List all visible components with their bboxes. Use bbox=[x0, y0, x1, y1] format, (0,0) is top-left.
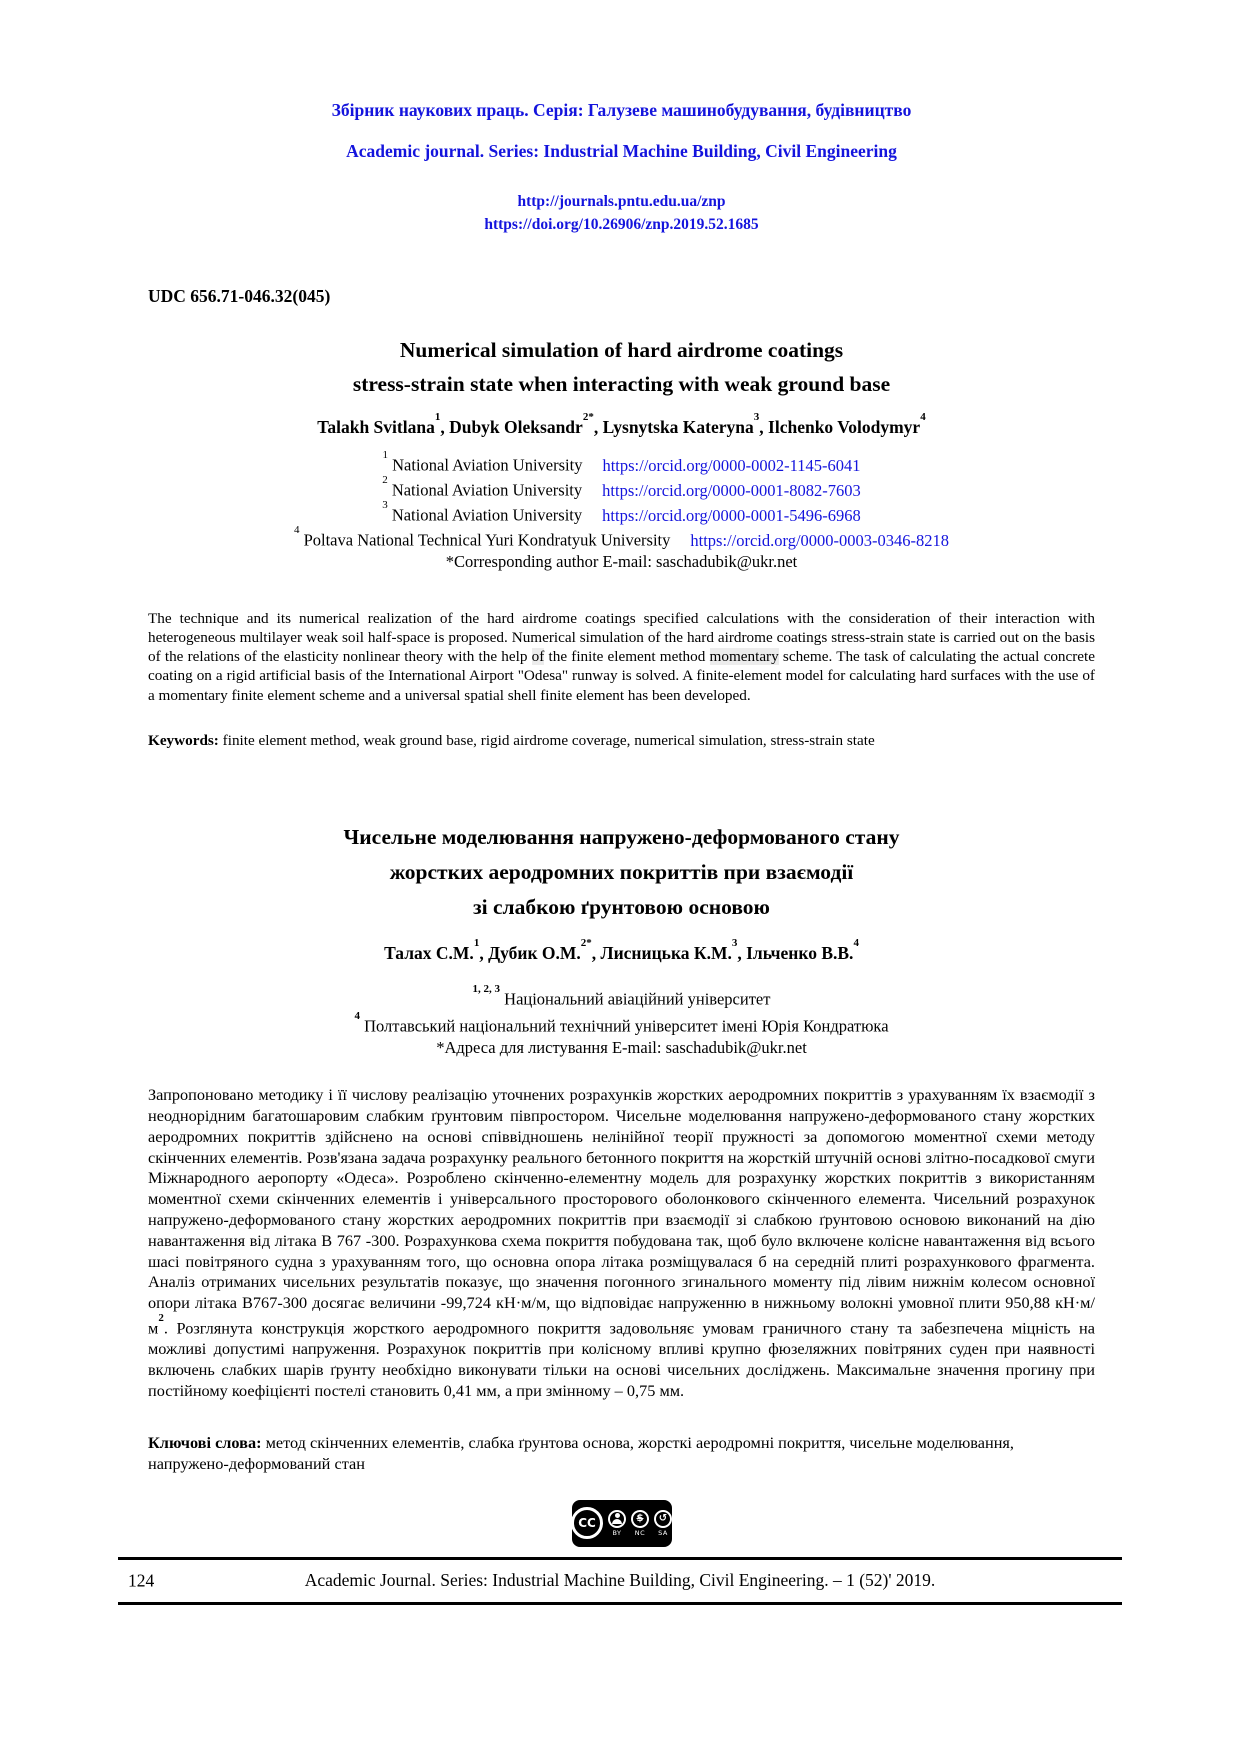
by-label: BY bbox=[612, 1528, 622, 1537]
cc-nc-column bbox=[631, 1510, 649, 1537]
page-number: 124 bbox=[128, 1570, 155, 1591]
abstract-english: The technique and its numerical realization of the hard airdrome coatings specified calculations with the consideration of their interaction with heterogeneous multilayer weak soil half-space is proposed. Numerical simulation of the hard airdrome coatings stress-strain state is carried out on the basis of the relations of the elasticity nonlinear theory with the help of the finite element method momentary scheme. The task of calculating the actual concrete coating on a rigid artificial basis of the International Airport "Odesa" runway is solved. A finite-element model for calculating hard surfaces with the use of a momentary finite element scheme and a universal spatial shell finite element has been developed. bbox=[148, 609, 1096, 704]
keywords-english: Keywords: finite element method, weak ground base, rigid airdrome coverage, numerical simulation, stress-strain state bbox=[148, 731, 875, 749]
keywords-label: Keywords: bbox=[148, 731, 219, 749]
journal-title-english: Academic journal. Series: Industrial Machine Building, Civil Engineering bbox=[346, 141, 897, 161]
article-title-english: Numerical simulation of hard airdrome coatings stress-strain state when interacting with weak ground base bbox=[352, 338, 891, 396]
highlighted-word: momentary bbox=[709, 648, 779, 666]
page-content bbox=[148, 0, 1095, 1547]
authors-english bbox=[148, 411, 1095, 438]
author: Дубик О.М.$^{2*}$, bbox=[488, 937, 601, 964]
cc-icon: CC bbox=[571, 1507, 603, 1539]
journal-title-ukrainian: Збірник наукових праць. Серія: Галузеве машинобудування, будівництво bbox=[331, 100, 912, 120]
footer-row bbox=[118, 1560, 1122, 1602]
cc-by-column bbox=[608, 1510, 626, 1537]
author: Talakh Svitlana$^1$, bbox=[317, 411, 450, 437]
author: Ільченко В.В.$^4$ bbox=[746, 937, 859, 964]
author: Dubyk Oleksandr$^{2*}$, bbox=[449, 411, 603, 437]
authors-ukrainian bbox=[148, 937, 1095, 964]
by-person-icon bbox=[608, 1510, 626, 1528]
affiliations-ukrainian bbox=[148, 984, 1095, 1059]
affiliation-row: $^4$ Poltava National Technical Yuri Kondratyuk University https://orcid.org/0000-0003-0346-8218 bbox=[293, 524, 950, 550]
sa-label: SA bbox=[658, 1528, 668, 1537]
orcid-link[interactable]: https://orcid.org/0000-0002-1145-6041 bbox=[602, 455, 861, 475]
affiliation-row: $^4$ Полтавський національний технічний університет імені Юрія Кондратюка bbox=[354, 1009, 889, 1036]
cc-by-nc-sa-badge[interactable] bbox=[572, 1500, 672, 1547]
orcid-link[interactable]: https://orcid.org/0000-0001-8082-7603 bbox=[602, 480, 861, 500]
corresponding-author-ukrainian: *Адреса для листування E-mail: saschadubik@ukr.net bbox=[436, 1038, 807, 1058]
affiliation-row: $^{1, 2, 3}$ Національний авіаційний університет bbox=[472, 983, 771, 1009]
license-badge-wrap bbox=[148, 1500, 1095, 1547]
author: Lysnytska Kateryna$^3$, bbox=[602, 411, 769, 437]
footer-bottom-rule bbox=[118, 1602, 1122, 1605]
sa-arrow-icon: ↺ bbox=[654, 1510, 672, 1528]
orcid-link[interactable]: https://orcid.org/0000-0003-0346-8218 bbox=[690, 530, 950, 550]
author: Талах С.М.$^1$, bbox=[384, 937, 489, 964]
udc-code: UDC 656.71-046.32(045) bbox=[148, 286, 331, 306]
nc-label: NC bbox=[634, 1528, 646, 1537]
affiliation-row: $^3$ National Aviation University https://orcid.org/0000-0001-5496-6968 bbox=[382, 499, 861, 525]
doi-link[interactable]: https://doi.org/10.26906/znp.2019.52.1685 bbox=[484, 216, 759, 233]
nc-dollar-icon: $ bbox=[631, 1510, 649, 1528]
corresponding-author-english: *Corresponding author E-mail: saschadubik@ukr.net bbox=[445, 552, 798, 571]
highlighted-word: of bbox=[531, 648, 545, 666]
author: Лисницька К.М.$^3$, bbox=[600, 937, 747, 964]
abstract-ukrainian: Запропоновано методику і її числову реалізацію уточнених розрахунків жорстких аеродромних покриттів з урахуванням їх взаємодії з неоднорідним багатошаровим слабким ґрунтовим півпростором. Чисельне моделювання напружено-деформованого стану жорстких аеродромних покриттів здійснено на основі співвідношень нелінійної теорії пружності за допомогою моментної схеми методу скінченних елементів. Розв'язана задача розрахунку реального бетонного покриття на жорсткій штучній основі злітно-посадкової смуги Міжнародного аеропорту «Одеса». Розроблено скінченно-елементну модель для розрахунку жорстких покриттів з використанням моментної схеми скінченних елементів і універсального просторового оболонкового скінченного елемента. Чисельний розрахунок напружено-деформованого стану жорстких аеродромних покриттів при взаємодії зі слабкою ґрунтовою основою виконаний на дію навантаження від літака В 767 -300. Розрахункова схема покриття побудована так, щоб було включене колісне навантаження від всього шасі повітряного судна з урахуванням того, що основна опора літака розміщувалася б на середній плиті розрахункового фрагмента. Аналіз отриманих чисельних результатів показує, що значення погонного згинального моменту під лівим нижнім колесом основної опори літака В767-300 досягає величини -99,724 кН·м/м, що відповідає напруженню в нижньому волокні умовної плити 950,88 $кН\cdot м/м^2$. Розглянута конструкція жорсткого аеродромного покриття задовольняє умовам граничного стану та забезпечена міцність на можливі допустимі напруження. Розрахунок покриттів при колісному впливі крупно фюзеляжних повітряних суден при наявності включень слабких шарів ґрунту необхідно виконувати тільки на основі чисельних досліджень. Максимальне значення прогину при постійному коефіцієнті постелі становить 0,41 мм, а при змінному – 0,75 мм. bbox=[148, 1085, 1095, 1400]
keywords-label: Ключові слова: bbox=[148, 1432, 262, 1452]
journal-url-link[interactable]: http://journals.pntu.edu.ua/znp bbox=[517, 193, 726, 210]
article-title-ukrainian: Чисельне моделювання напружено-деформованого стану жорстких аеродромних покриттів при взаємодії зі слабкою ґрунтовою основою bbox=[343, 825, 900, 920]
footer-journal-text: Academic Journal. Series: Industrial Machine Building, Civil Engineering. – 1 (52)' 2019. bbox=[304, 1570, 936, 1591]
affiliation-row: $^2$ National Aviation University https://orcid.org/0000-0001-8082-7603 bbox=[382, 474, 861, 500]
affiliation-row: $^1$ National Aviation University https://orcid.org/0000-0002-1145-6041 bbox=[382, 449, 861, 475]
page-footer bbox=[118, 1557, 1122, 1605]
cc-sa-column bbox=[654, 1510, 672, 1537]
keywords-ukrainian: Ключові слова: метод скінченних елементів, слабка ґрунтова основа, жорсткі аеродромні покриття, чисельне моделювання, напружено-деформований стан bbox=[148, 1432, 1014, 1473]
affiliations-english bbox=[148, 451, 1095, 573]
orcid-link[interactable]: https://orcid.org/0000-0001-5496-6968 bbox=[602, 505, 861, 525]
author: Ilchenko Volodymyr$^4$ bbox=[768, 411, 926, 437]
